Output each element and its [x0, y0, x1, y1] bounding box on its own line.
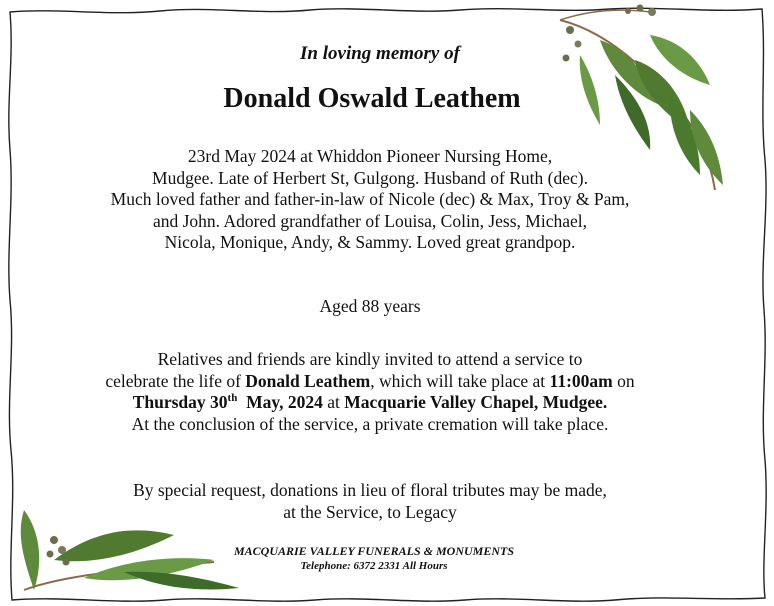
donation-line: By special request, donations in lieu of floral tributes may be made,: [133, 480, 607, 500]
service-name: Donald Leathem: [245, 370, 371, 391]
service-text: , which will take place at: [370, 370, 546, 391]
bio-line: and John. Adored grandfather of Louisa, Colin, Jess, Michael,: [152, 210, 587, 231]
service-line: [0, 371, 740, 393]
service-text: on: [612, 370, 635, 391]
service-line: At the conclusion of the service, a private cremation will take place.: [131, 413, 609, 434]
service-paragraph: [0, 349, 740, 435]
funeral-home-telephone: Telephone: 6372 2331 All Hours: [300, 560, 448, 572]
service-venue: Macquarie Valley Chapel, Mudgee.: [344, 392, 608, 412]
bio-line: 23rd May 2024 at Whiddon Pioneer Nursing Home,: [187, 146, 553, 166]
bio-line: Mudgee. Late of Herbert St, Gulgong. Husband of Ruth (dec).: [152, 167, 588, 188]
service-line: [0, 392, 740, 414]
service-text: celebrate the life of: [105, 370, 241, 391]
bio-line: Much loved father and father-in-law of Nicole (dec) & Max, Troy & Pam,: [110, 189, 630, 209]
donations-paragraph: [0, 480, 740, 523]
service-line: Relatives and friends are kindly invited to attend a service to: [157, 349, 583, 369]
notice-heading: In loving memory of: [300, 43, 460, 64]
age-line: Aged 88 years: [319, 296, 421, 316]
service-day-text: Thursday 30: [132, 392, 228, 412]
funeral-home-name: MACQUARIE VALLEY FUNERALS & MONUMENTS: [233, 544, 515, 558]
biography-paragraph: [0, 146, 740, 254]
deceased-name: Donald Oswald Leathem: [223, 83, 521, 114]
service-day: [133, 392, 323, 412]
bio-line: Nicola, Monique, Andy, & Sammy. Loved great grandpop.: [164, 232, 576, 252]
funeral-home-block: [4, 544, 744, 574]
donation-line: at the Service, to Legacy: [283, 501, 457, 522]
service-time: 11:00am: [549, 370, 613, 391]
service-month: May, 2024: [237, 392, 323, 412]
service-text: at: [322, 392, 345, 412]
ordinal-suffix: th: [227, 392, 238, 405]
